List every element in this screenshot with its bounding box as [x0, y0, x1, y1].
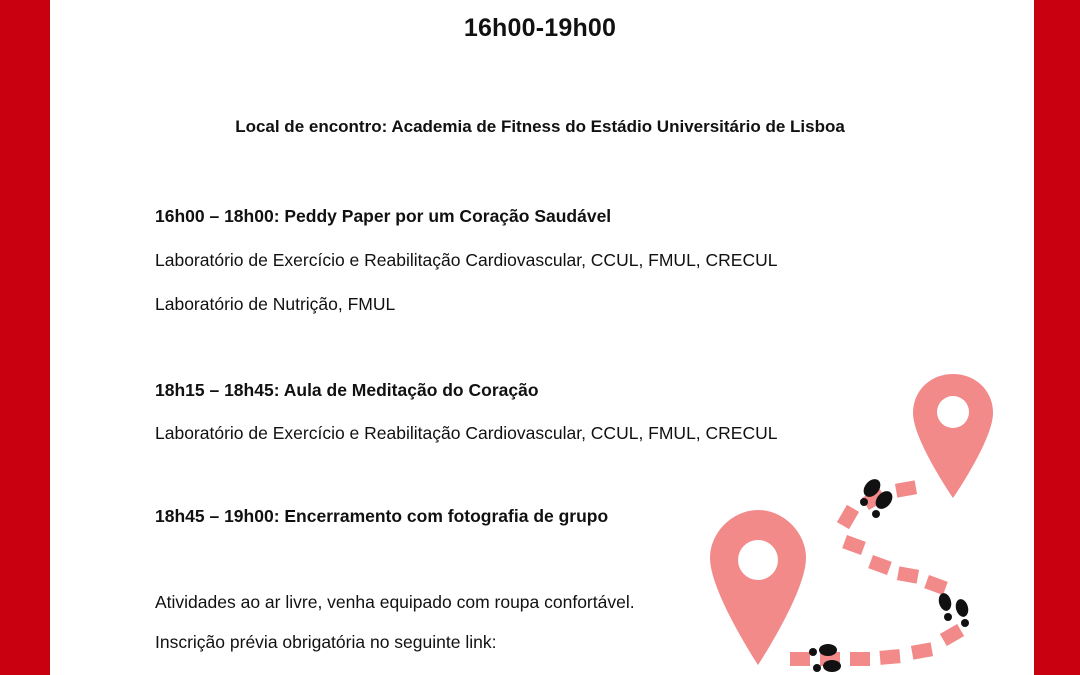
program-item-title: 18h15 – 18h45: Aula de Meditação do Coração [155, 380, 539, 400]
registration-note: Inscrição prévia obrigatória no seguinte link: [155, 632, 497, 652]
program-item-title: 16h00 – 18h00: Peddy Paper por um Coração Saudável [155, 206, 612, 226]
footprints-icon [937, 592, 970, 627]
map-pin-icon [913, 374, 993, 498]
program-item-title: 18h45 – 19h00: Encerramento com fotografia de grupo [155, 506, 609, 526]
event-time-heading: 16h00-19h00 [463, 14, 617, 42]
outdoor-note: Atividades ao ar livre, venha equipado com roupa confortável. [155, 592, 635, 612]
program-item-detail: Laboratório de Exercício e Reabilitação Cardiovascular, CCUL, FMUL, CRECUL [155, 250, 778, 270]
meeting-point: Local de encontro: Academia de Fitness do Estádio Universitário de Lisboa [235, 117, 845, 136]
left-red-border [0, 0, 50, 675]
dashed-route [790, 480, 964, 666]
program-item-detail: Laboratório de Nutrição, FMUL [155, 294, 396, 314]
route-illustration [700, 360, 1020, 675]
program-item-detail: Laboratório de Exercício e Reabilitação Cardiovascular, CCUL, FMUL, CRECUL [155, 423, 778, 443]
right-red-border [1034, 0, 1080, 675]
map-pin-icon [710, 510, 806, 665]
